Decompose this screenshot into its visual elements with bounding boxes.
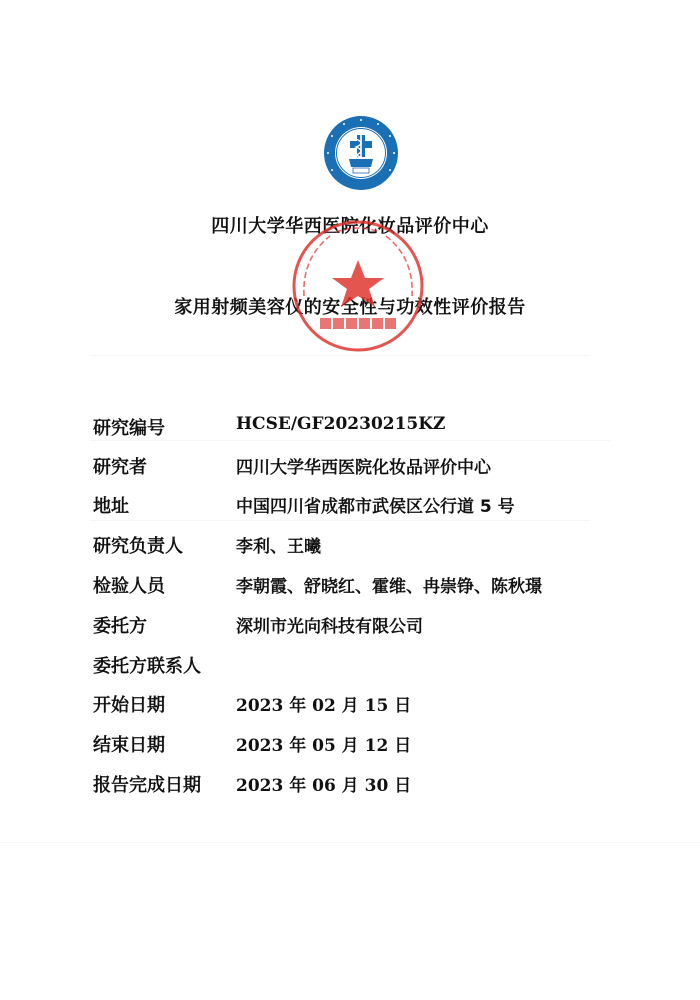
start-date-label: 开始日期 [93, 695, 165, 716]
address-value: 中国四川省成都市武侯区公行道 5 号 [236, 497, 515, 517]
info-row-researcher [0, 453, 700, 483]
inspectors-value: 李朝霞、舒晓红、霍维、冉崇铮、陈秋璟 [236, 577, 542, 597]
client-label: 委托方 [93, 616, 147, 637]
report-title: 家用射频美容仪的安全性与功效性评价报告 [174, 297, 526, 318]
report-date-label: 报告完成日期 [93, 775, 201, 796]
inspectors-label: 检验人员 [93, 576, 165, 597]
info-row-client [0, 612, 700, 642]
info-row-end-date [0, 731, 700, 761]
address-label: 地址 [93, 496, 129, 517]
info-row-client-contact [0, 652, 700, 682]
client-value: 深圳市光向科技有限公司 [236, 617, 423, 637]
report-date-value: 2023 年 06 月 30 日 [236, 776, 412, 796]
hospital-emblem-icon [323, 115, 399, 191]
end-date-value: 2023 年 05 月 12 日 [236, 736, 412, 756]
study-number-label: 研究编号 [93, 418, 165, 439]
lead-value: 李利、王曦 [236, 537, 321, 557]
info-row-inspectors [0, 572, 700, 602]
end-date-label: 结束日期 [93, 735, 165, 756]
study-number-value: HCSE/GF20230215KZ [236, 414, 446, 434]
info-row-lead [0, 532, 700, 562]
info-row-start-date [0, 691, 700, 721]
show-through-line [90, 355, 590, 356]
lead-label: 研究负责人 [93, 536, 183, 557]
red-star-seal-icon [290, 218, 426, 354]
show-through-line [0, 842, 700, 843]
info-row-address [0, 492, 700, 522]
organization-title: 四川大学华西医院化妆品评价中心 [211, 216, 489, 237]
client-contact-label: 委托方联系人 [93, 656, 201, 677]
info-row-study-number [0, 414, 700, 444]
researcher-value: 四川大学华西医院化妆品评价中心 [236, 458, 491, 478]
start-date-value: 2023 年 02 月 15 日 [236, 696, 412, 716]
researcher-label: 研究者 [93, 457, 147, 478]
info-row-report-date [0, 771, 700, 801]
